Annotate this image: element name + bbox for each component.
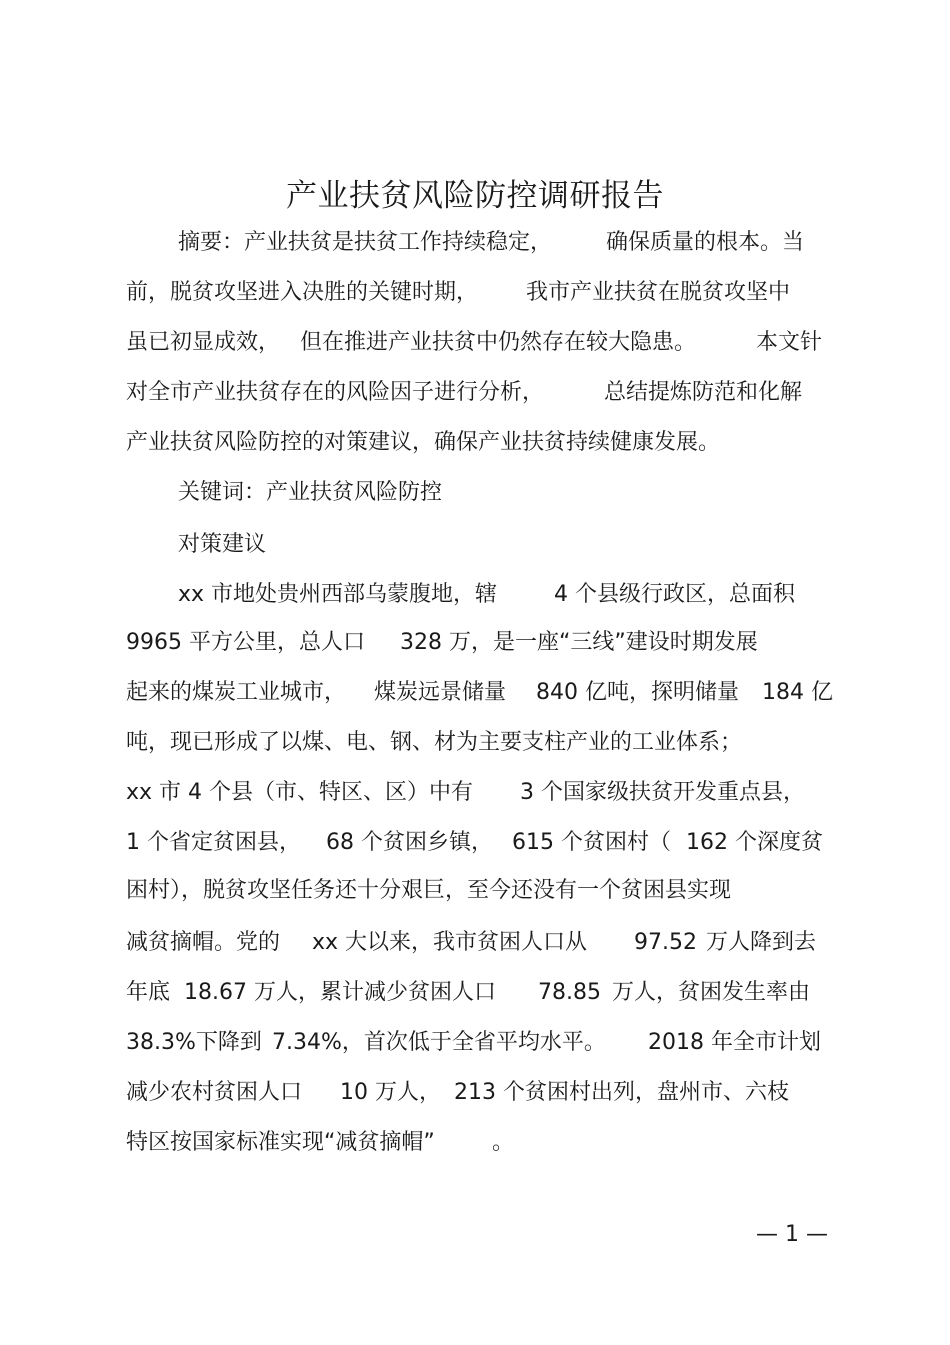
- text-segment: 万人，贫困发生率由: [612, 980, 811, 1005]
- text-segment: 97.52: [634, 930, 697, 955]
- text-segment: 2018 年全市计划: [648, 1030, 821, 1055]
- text-segment: xx 市 4 个县（市、特区、区）中有: [126, 780, 474, 805]
- text-segment: 1 个省定贫困县，: [126, 830, 301, 855]
- text-segment: 产业扶贫风险防控的对策建议，确保产业扶贫持续健康发展。: [126, 430, 721, 455]
- text-segment: 840 亿吨，探明储量: [536, 680, 739, 705]
- text-segment: 减少农村贫困人口: [126, 1080, 303, 1105]
- text-segment: 起来的煤炭工业城市，: [126, 680, 347, 705]
- text-segment: 特区按国家标准实现“减贫摘帽”: [126, 1130, 435, 1155]
- text-segment: 162 个深度贫: [686, 830, 823, 855]
- text-segment: 前，脱贫攻坚进入决胜的关键时期，: [126, 280, 479, 305]
- text-segment: 78.85: [538, 980, 601, 1005]
- document-title: 产业扶贫风险防控调研报告: [286, 178, 664, 214]
- text-segment: 184 亿: [762, 680, 833, 705]
- text-segment: 3 个国家级扶贫开发重点县，: [520, 780, 805, 805]
- text-segment: xx 大以来，我市贫困人口从: [312, 930, 588, 955]
- page-number: — 1 —: [756, 1222, 828, 1247]
- text-segment: 。: [492, 1130, 515, 1155]
- text-segment: 213 个贫困村出列，盘州市、六枝: [454, 1080, 789, 1105]
- text-segment: 328 万，是一座“三线”建设时期发展: [400, 630, 758, 655]
- text-segment: 我市产业扶贫在脱贫攻坚中: [526, 280, 791, 305]
- text-segment: 减贫摘帽。党的: [126, 930, 281, 955]
- text-segment: 但在推进产业扶贫中仍然存在较大隐患。: [300, 330, 697, 355]
- text-segment: 年底: [126, 980, 171, 1005]
- text-segment: 摘要：产业扶贫是扶贫工作持续稳定，: [178, 230, 553, 255]
- text-segment: xx 市地处贵州西部乌蒙腹地，辖: [178, 582, 498, 607]
- text-segment: 10 万人，: [340, 1080, 441, 1105]
- text-segment: 38.3%下降到: [126, 1030, 262, 1055]
- text-segment: 总结提炼防范和化解: [604, 380, 803, 405]
- text-segment: 煤炭远景储量: [374, 680, 507, 705]
- keywords-extra: 对策建议: [178, 532, 267, 557]
- text-segment: 万人降到去: [706, 930, 817, 955]
- text-segment: 4 个县级行政区，总面积: [554, 582, 795, 607]
- text-segment: 9965 平方公里，总人口: [126, 630, 365, 655]
- text-segment: 615 个贫困村（: [512, 830, 671, 855]
- text-segment: 确保质量的根本。当: [606, 230, 805, 255]
- text-segment: 困村），脱贫攻坚任务还十分艰巨，至今还没有一个贫困县实现: [126, 878, 732, 903]
- text-segment: 18.67: [184, 980, 247, 1005]
- keywords-label: 关键词：产业扶贫风险防控: [178, 480, 443, 505]
- text-segment: 对全市产业扶贫存在的风险因子进行分析，: [126, 380, 545, 405]
- text-segment: 吨，现已形成了以煤、电、钢、材为主要支柱产业的工业体系；: [126, 730, 743, 755]
- text-segment: 68 个贫困乡镇，: [326, 830, 493, 855]
- text-segment: 本文针: [756, 330, 823, 355]
- text-segment: 万人，累计减少贫困人口: [254, 980, 497, 1005]
- text-segment: 虽已初显成效，: [126, 330, 281, 355]
- text-segment: 7.34%，首次低于全省平均水平。: [272, 1030, 606, 1055]
